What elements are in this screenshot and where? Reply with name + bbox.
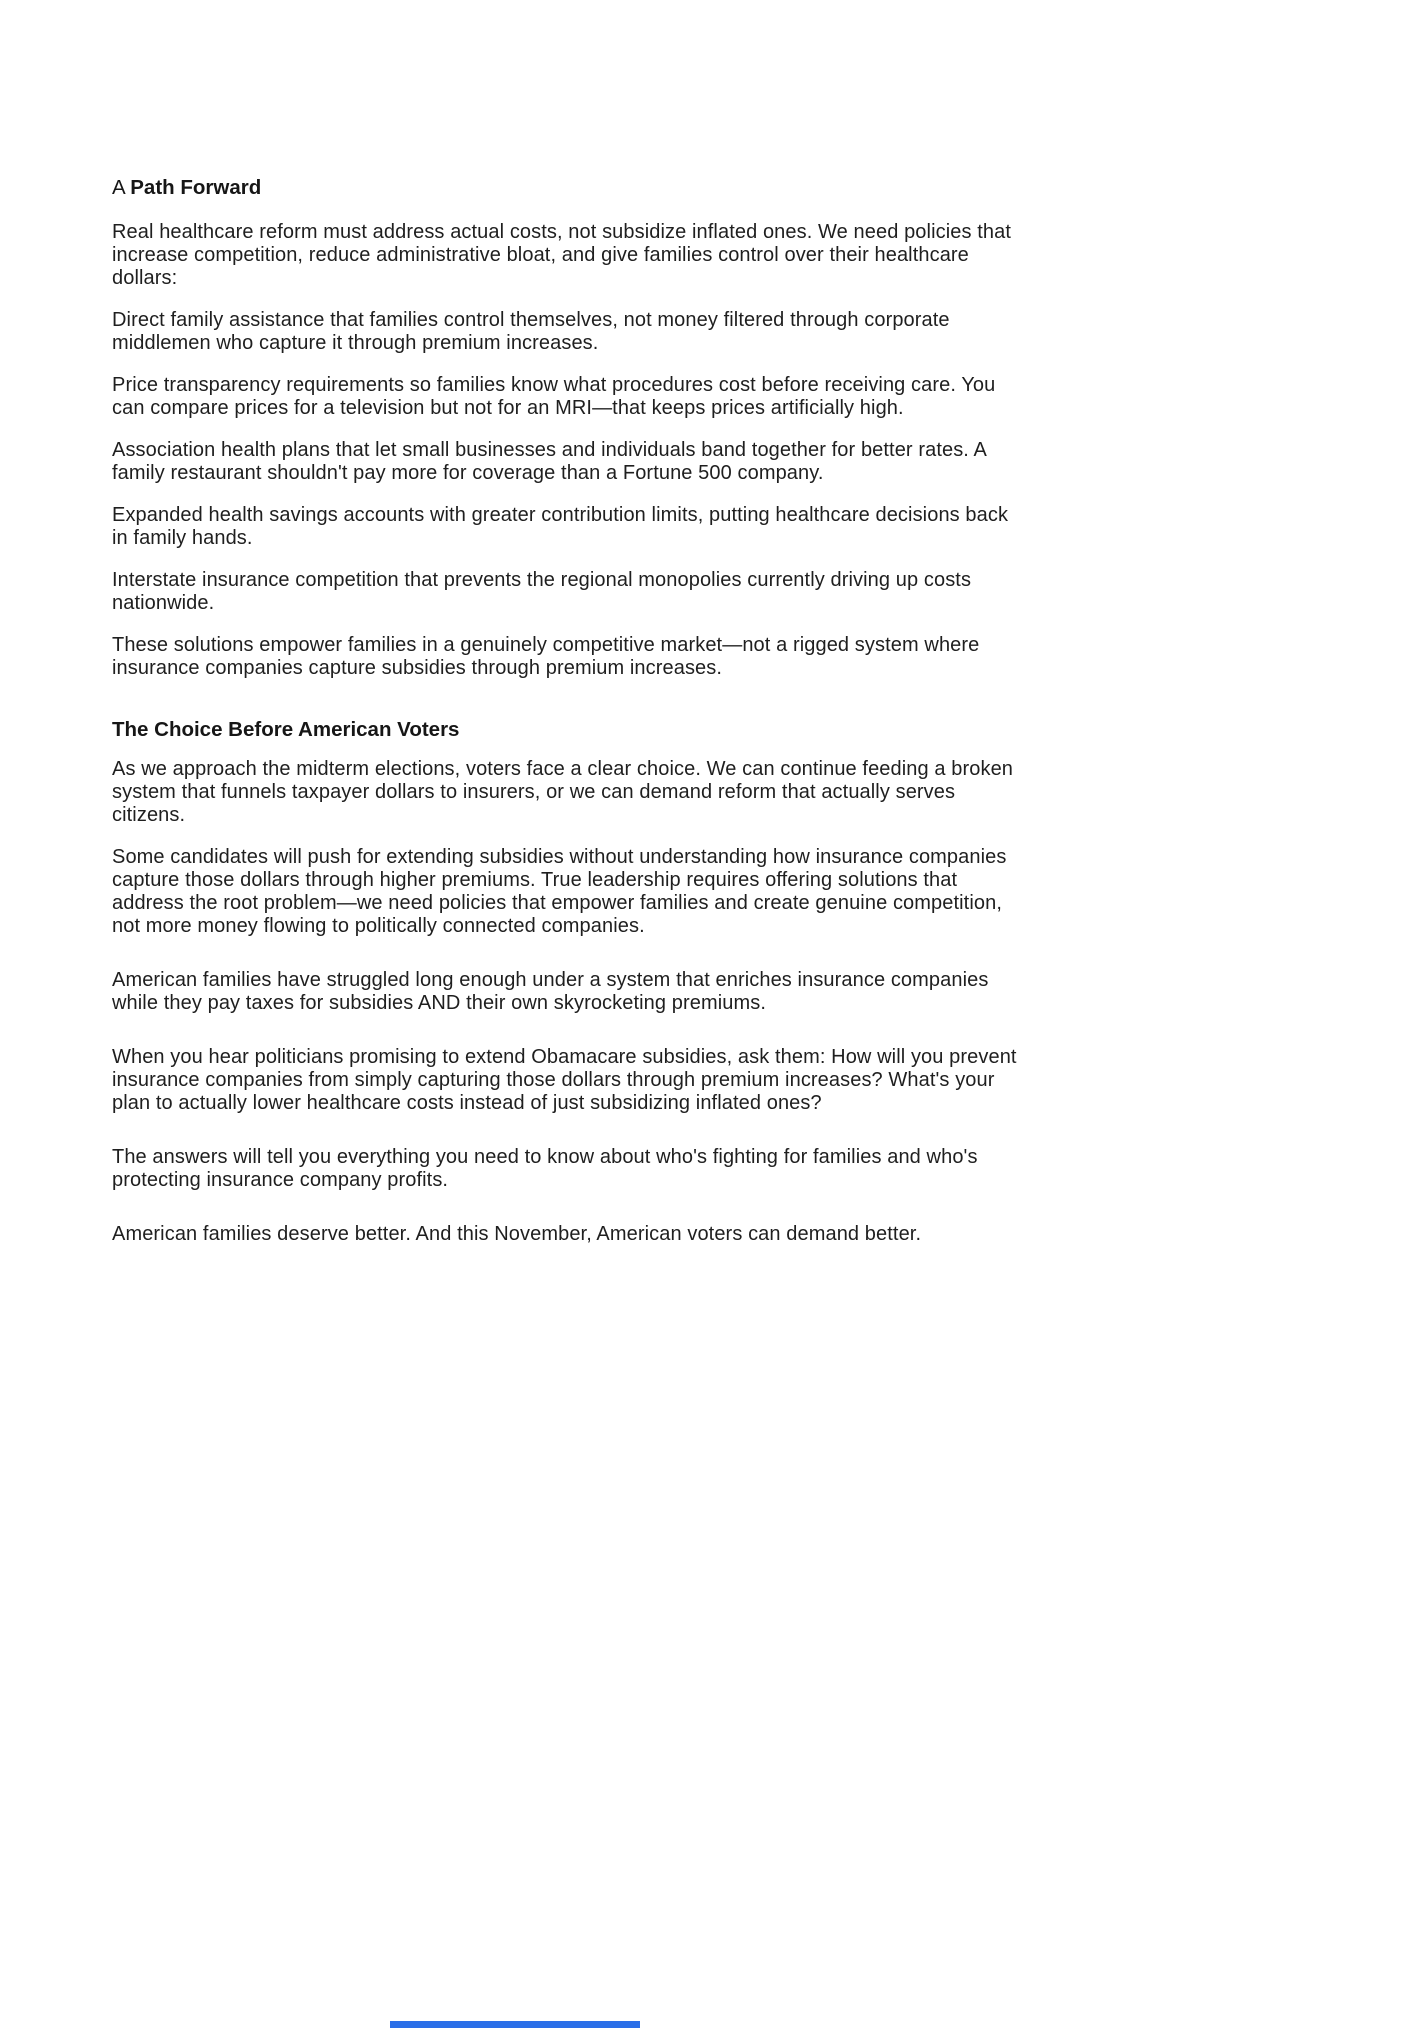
paragraph-association-plans: Association health plans that let small businesses and individuals band together for better rates. A family restaurant shouldn't pay more for coverage than a Fortune 500 company. xyxy=(112,439,986,484)
paragraph-candidates: Some candidates will push for extending subsidies without understanding how insurance companies capture those dollars through higher premiums. True leadership requires offering solutions that address the root problem—we need policies that empower families and create genuine competition, not more money flowing to politically connected companies. xyxy=(112,846,1007,937)
paragraph-families-struggled: American families have struggled long enough under a system that enriches insurance companies while they pay taxes for subsidies AND their own skyrocketing premiums. xyxy=(112,969,989,1014)
bottom-accent-bar xyxy=(390,2021,640,2028)
heading-title: Path Forward xyxy=(130,176,262,199)
paragraph-interstate-competition: Interstate insurance competition that prevents the regional monopolies currently driving up costs nationwide. xyxy=(112,569,972,614)
paragraph-midterm-choice: As we approach the midterm elections, voters face a clear choice. We can continue feeding a broken system that funnels taxpayer dollars to insurers, or we can demand reform that actually serves citizens. xyxy=(112,758,1014,826)
paragraph-answers: The answers will tell you everything you need to know about who's fighting for families and who's protecting insurance company profits. xyxy=(112,1146,978,1191)
document-body xyxy=(112,176,1018,1265)
paragraph-hsa: Expanded health savings accounts with greater contribution limits, putting healthcare decisions back in family hands. xyxy=(112,504,1009,549)
paragraph-price-transparency: Price transparency requirements so families know what procedures cost before receiving care. You can compare prices for a television but not for an MRI—that keeps prices artificially high. xyxy=(112,374,996,419)
paragraph-closing: American families deserve better. And this November, American voters can demand better. xyxy=(112,1223,922,1245)
section-heading-path-forward xyxy=(112,176,1018,200)
heading-prefix: A xyxy=(112,176,131,199)
paragraph-solutions-summary: These solutions empower families in a genuinely competitive market—not a rigged system where insurance companies capture subsidies through premium increases. xyxy=(112,634,980,679)
paragraph-direct-assistance: Direct family assistance that families control themselves, not money filtered through corporate middlemen who capture it through premium increases. xyxy=(112,309,950,354)
section-heading-choice-voters: The Choice Before American Voters xyxy=(112,718,460,741)
paragraph-ask-politicians: When you hear politicians promising to extend Obamacare subsidies, ask them: How will you prevent insurance companies from simply capturing those dollars through premium increases? What's your plan to actually lower healthcare costs instead of just subsidizing inflated ones? xyxy=(112,1046,1017,1114)
paragraph-intro: Real healthcare reform must address actual costs, not subsidize inflated ones. We need policies that increase competition, reduce administrative bloat, and give families control over their healthcare dollars: xyxy=(112,221,1011,289)
